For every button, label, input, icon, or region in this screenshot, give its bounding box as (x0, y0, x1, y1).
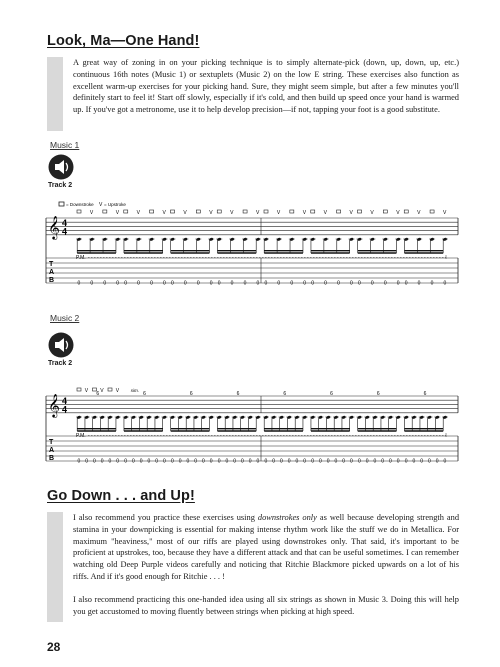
downstroke-mark (311, 210, 315, 213)
upstroke-mark: V (89, 210, 94, 216)
upstroke-mark: V (230, 210, 234, 216)
tab-fret-number: 0 (90, 280, 94, 287)
upstroke-mark: V (136, 210, 141, 216)
tab-fret-number: 0 (124, 280, 128, 287)
legend-upstroke: = Upstroke (104, 202, 126, 207)
tab-fret-number: 0 (230, 280, 234, 287)
track-icon (48, 154, 74, 185)
tab-fret-number: 0 (264, 280, 268, 287)
tab-fret-number: 0 (171, 280, 174, 287)
downstroke-mark (171, 210, 175, 213)
tab-fret-number: 0 (217, 458, 221, 465)
tab-clef: B (49, 277, 55, 284)
tab-fret-number: 0 (290, 280, 294, 287)
tab-fret-number: 0 (337, 280, 340, 287)
tab-fret-number: 0 (443, 458, 447, 465)
staff-system (46, 388, 458, 465)
music-2-notation (40, 376, 465, 468)
tab-fret-number: 0 (194, 458, 198, 465)
tab-fret-number: 0 (280, 458, 283, 465)
tab-fret-number: 0 (404, 458, 408, 465)
music-1-notation (40, 198, 465, 290)
tab-fret-number: 0 (241, 458, 244, 465)
tab-fret-number: 0 (417, 280, 421, 287)
tab-fret-number: 0 (295, 458, 299, 465)
tab-fret-number: 0 (155, 458, 159, 465)
tab-fret-number: 0 (163, 280, 166, 287)
downstroke-mark (108, 388, 112, 391)
downstroke-mark (150, 210, 154, 213)
tab-fret-number: 0 (225, 458, 229, 465)
downstroke-symbol (59, 202, 64, 206)
tab-fret-number: 0 (171, 458, 174, 465)
tab-fret-number: 0 (303, 280, 307, 287)
tuplet-number: 6 (96, 391, 100, 397)
upstroke-mark: V (302, 210, 307, 216)
tab-fret-number: 0 (209, 458, 213, 465)
tab-fret-number: 0 (373, 458, 377, 465)
tuplet-number: 6 (423, 391, 427, 397)
downstroke-mark (196, 210, 200, 213)
tab-fret-number: 0 (396, 280, 400, 287)
paragraph (73, 512, 459, 583)
tuplet-number: 6 (283, 391, 287, 397)
upstroke-mark: V (115, 210, 120, 216)
tab-fret-number: 0 (358, 280, 361, 287)
tab-fret-number: 0 (342, 458, 346, 465)
downstroke-mark (77, 210, 81, 213)
downstroke-mark (264, 210, 268, 213)
tuplet-number: 6 (330, 391, 333, 397)
palm-mute-label: P.M. (76, 255, 86, 261)
downstroke-mark (337, 210, 341, 213)
time-signature-top: 4 (62, 396, 68, 406)
tab-fret-number: 0 (383, 280, 387, 287)
section-title: Go Down . . . and Up! (47, 488, 195, 504)
tab-fret-number: 0 (381, 458, 385, 465)
tab-clef: A (49, 269, 55, 276)
tab-fret-number: 0 (358, 458, 361, 465)
upstroke-mark: V (417, 210, 421, 216)
tab-fret-number: 0 (116, 458, 120, 465)
tab-fret-number: 0 (100, 458, 104, 465)
tab-fret-number: 0 (287, 458, 291, 465)
tab-fret-number: 0 (311, 458, 315, 465)
tab-fret-number: 0 (396, 458, 400, 465)
tab-fret-number: 0 (443, 280, 447, 287)
tab-fret-number: 0 (150, 280, 153, 287)
tab-fret-number: 0 (163, 458, 166, 465)
tab-fret-number: 0 (132, 458, 135, 465)
tab-fret-number: 0 (435, 458, 439, 465)
upstroke-mark: V (396, 210, 400, 216)
downstroke-mark (124, 210, 128, 213)
tab-fret-number: 0 (243, 280, 247, 287)
page-number: 28 (47, 640, 61, 654)
time-signature-bottom: 4 (62, 404, 68, 415)
music-1-label: Music 1 (50, 140, 80, 150)
tab-fret-number: 0 (404, 280, 408, 287)
legend-downstroke: = Downstroke (66, 202, 94, 207)
paragraph-text: I also recommend you practice these exercises using (73, 513, 258, 522)
tab-fret-number: 0 (116, 280, 120, 287)
upstroke-mark: V (209, 210, 213, 216)
tab-fret-number: 0 (326, 458, 330, 465)
tab-fret-number: 0 (186, 458, 190, 465)
tab-fret-number: 0 (209, 280, 213, 287)
tab-fret-number: 0 (412, 458, 416, 465)
tab-fret-number: 0 (196, 280, 200, 287)
tab-fret-number: 0 (103, 280, 107, 287)
tab-fret-number: 0 (319, 458, 322, 465)
track-label: Track 2 (48, 360, 73, 367)
tab-fret-number: 0 (139, 458, 143, 465)
upstroke-mark: V (183, 210, 187, 216)
upstroke-mark: V (323, 210, 328, 216)
time-signature-bottom: 4 (62, 226, 68, 237)
paragraph-text: as well because developing strength and stamina in your downpicking is essential for making intense rhythm work like the stuff we do in Metallica. For maximum "heaviness," most of our riffs are played using downstrokes only. That said, it's important to be proficient at upstrokes, too, because they have a different attack and that can be useful sometimes. I can remember watching old Deep Purple videos carefully and noticing that Ritchie Blackmore picked upwards on a lot of his riffs. And if it's good enough for Ritchie . . . ! (73, 513, 460, 581)
treble-clef: 𝄞 (48, 217, 60, 239)
tab-fret-number: 0 (217, 280, 221, 287)
tab-clef: T (49, 439, 54, 446)
tab-fret-number: 0 (183, 280, 187, 287)
tab-clef: B (49, 455, 55, 462)
tab-fret-number: 0 (389, 458, 392, 465)
upstroke-mark: V (443, 210, 447, 216)
upstroke-mark: V (276, 210, 281, 216)
tab-fret-number: 0 (311, 280, 315, 287)
tab-fret-number: 0 (77, 280, 81, 287)
tab-fret-number: 0 (303, 458, 307, 465)
music-2-label: Music 2 (50, 313, 80, 323)
tab-fret-number: 0 (93, 458, 96, 465)
downstroke-mark (383, 210, 387, 213)
text-box-body (63, 57, 459, 131)
tab-fret-number: 0 (77, 458, 81, 465)
tab-fret-number: 0 (147, 458, 151, 465)
tab-clef: T (49, 261, 54, 268)
upstroke-mark: V (84, 388, 89, 394)
upstroke-symbol: V (99, 202, 103, 208)
downstroke-mark (217, 210, 221, 213)
downstroke-mark (430, 210, 434, 213)
tab-fret-number: 0 (350, 280, 353, 287)
tab-fret-number: 0 (324, 280, 327, 287)
paragraph: I also recommend practicing this one-handed idea using all six strings as shown in Music 3. Doing this will help you get accustomed to moving fluently between strings when picking at high speed. (73, 594, 459, 616)
upstroke-mark: V (162, 210, 166, 216)
tuplet-number: 6 (236, 391, 240, 397)
text-box-sidebar (47, 57, 63, 131)
palm-mute-label: P.M. (76, 433, 86, 439)
tab-fret-number: 0 (256, 280, 260, 287)
track-icon (48, 332, 74, 363)
tab-fret-number: 0 (370, 280, 374, 287)
tab-fret-number: 0 (178, 458, 182, 465)
tab-fret-number: 0 (248, 458, 252, 465)
downstroke-mark (358, 210, 362, 213)
downstroke-mark (243, 210, 247, 213)
paragraph: A great way of zoning in on your picking technique is to simply alternate-pick (down, up, down, up, etc.) continuous 16th notes (Music 1) or sextuplets (Music 2) on the low E string. These exercises also function as excellent warm-up exercises for your picking hand. Sure, they might seem simple, but after a few minutes you'll definitely start to feel it! Start off slowly, especially if it's cold, and then build up speed once your hand is warmed up. If you've got a metronome, use it to help develop precision—if not, tapping your foot is a good substitute. (73, 58, 459, 115)
upstroke-mark: V (100, 388, 104, 394)
upstroke-mark: V (370, 210, 374, 216)
text-box-2 (47, 512, 459, 622)
tab-fret-number: 0 (272, 458, 276, 465)
downstroke-mark (404, 210, 408, 213)
section-title: Look, Ma—One Hand! (47, 33, 200, 49)
tab-fret-number: 0 (428, 458, 431, 465)
upstroke-mark: V (349, 210, 353, 216)
tab-fret-number: 0 (264, 458, 268, 465)
tab-fret-number: 0 (365, 458, 369, 465)
tab-fret-number: 0 (108, 458, 112, 465)
upstroke-mark: V (256, 210, 260, 216)
text-box-body (63, 512, 459, 622)
tab-fret-number: 0 (420, 458, 424, 465)
tab-fret-number: 0 (137, 280, 140, 287)
tab-fret-number: 0 (430, 280, 434, 287)
tab-fret-number: 0 (202, 458, 205, 465)
downstroke-mark (290, 210, 294, 213)
track-label: Track 2 (48, 182, 73, 189)
tab-fret-number: 0 (256, 458, 260, 465)
text-box-1 (47, 57, 459, 131)
treble-clef: 𝄞 (48, 395, 60, 417)
tab-fret-number: 0 (334, 458, 338, 465)
tuplet-number: 6 (143, 391, 146, 397)
text-box-sidebar (47, 512, 63, 622)
paragraph-emphasis: downstrokes only (257, 513, 317, 522)
tab-fret-number: 0 (277, 280, 281, 287)
staff-system (46, 210, 458, 287)
tab-clef: A (49, 447, 55, 454)
tab-fret-number: 0 (85, 458, 89, 465)
sim-marking: sim. (130, 388, 139, 393)
downstroke-mark (103, 210, 107, 213)
tuplet-number: 6 (189, 391, 193, 397)
downstroke-mark (77, 388, 81, 391)
tab-fret-number: 0 (124, 458, 128, 465)
upstroke-mark: V (115, 388, 120, 394)
tab-fret-number: 0 (233, 458, 237, 465)
tuplet-number: 6 (376, 391, 380, 397)
tab-fret-number: 0 (350, 458, 353, 465)
time-signature-top: 4 (62, 218, 68, 228)
